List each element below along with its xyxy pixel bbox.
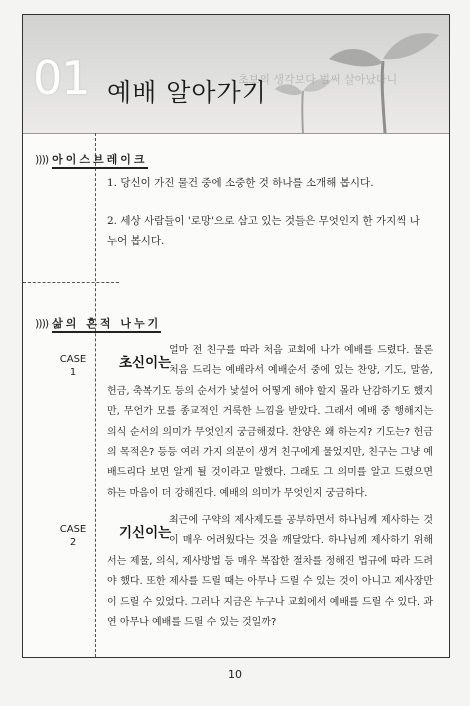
life-heading-label: 삶의 흔적 나누기 bbox=[52, 317, 161, 333]
case-label-number: 2 bbox=[69, 537, 77, 548]
icebreak-heading-label: 아이스브레이크 bbox=[52, 153, 147, 169]
header-background-text: 초보의 생각보다 벌써 살아났다니 bbox=[238, 73, 398, 86]
case-1-label bbox=[53, 353, 93, 379]
sprout-image-small bbox=[273, 55, 333, 133]
case-label-number: 1 bbox=[69, 367, 77, 378]
case-1-text-content: 얼마 전 친구를 따라 처음 교회에 나가 예배를 드렸다. 물론 처음 드리는 예배라서 예배순서 중에 있는 찬양, 기도, 말씀, 헌금, 축복기도 등의 순서가 낯설어 어떻게 해야 할지 몰라 난감하기도 했지만, 무언가 모를 종교적인 거룩한 느낌을 받았다. 그래서 예배 중 행해지는 의식 순서의 의미가 무엇인지 궁금해졌다. 찬양은 왜 하는지? 기도는? 헌금의 목적은? 등등 여러 가지 의문이 생겨 친구에게 물었지만, 친구는 그냥 예배드리다 보면 알게 될 것이라고 말했다. 그래도 그 의미를 알고 드렸으면 하는 마음이 더 강해진다. 예배의 의미가 무엇인지 궁금하다. bbox=[107, 345, 433, 499]
case-2-text-content: 최근에 구약의 제사제도를 공부하면서 하나님께 제사하는 것이 매우 어려웠다는 것을 깨달았다. 하나님께 제사하기 위해서는 제물, 의식, 제사방법 등 매우 복잡한 절차를 정해진 법규에 따라 드려야 했다. 또한 제사를 드릴 때는 아무나 드릴 수 있는 것이 아니고 제사장만이 드릴 수 있었다. 그러나 지금은 누구나 교회에서 예배를 드릴 수 있다. 과연 아무나 예배를 드릴 수 있는 것일까? bbox=[107, 515, 433, 629]
icebreak-question-1: 1. 당신이 가진 물건 중에 소중한 것 하나를 소개해 봅시다. bbox=[107, 177, 374, 189]
heading-arrows-icon: )))) bbox=[35, 317, 49, 330]
case-label-text: CASE bbox=[59, 524, 87, 535]
life-heading bbox=[35, 315, 161, 331]
chapter-header bbox=[23, 15, 449, 134]
case-2-text bbox=[107, 511, 433, 633]
chapter-title: 예배 알아가기 bbox=[107, 78, 267, 107]
vertical-divider bbox=[95, 133, 96, 657]
case-2-label bbox=[53, 523, 93, 549]
case-1-text bbox=[107, 341, 433, 504]
case-1-name: 초신이는 bbox=[119, 355, 172, 371]
icebreak-question-2: 2. 세상 사람들이 '로망'으로 삼고 있는 것들은 무엇인지 한 가지씩 나누어 봅시다. bbox=[107, 215, 420, 247]
heading-arrows-icon: )))) bbox=[35, 153, 49, 166]
case-2-name: 기신이는 bbox=[119, 525, 172, 541]
page-number: 10 bbox=[228, 668, 242, 681]
icebreak-heading bbox=[35, 151, 148, 167]
chapter-number: 01 bbox=[33, 51, 90, 105]
horizontal-divider bbox=[23, 282, 119, 283]
case-label-text: CASE bbox=[59, 354, 87, 365]
page-frame bbox=[22, 14, 450, 658]
